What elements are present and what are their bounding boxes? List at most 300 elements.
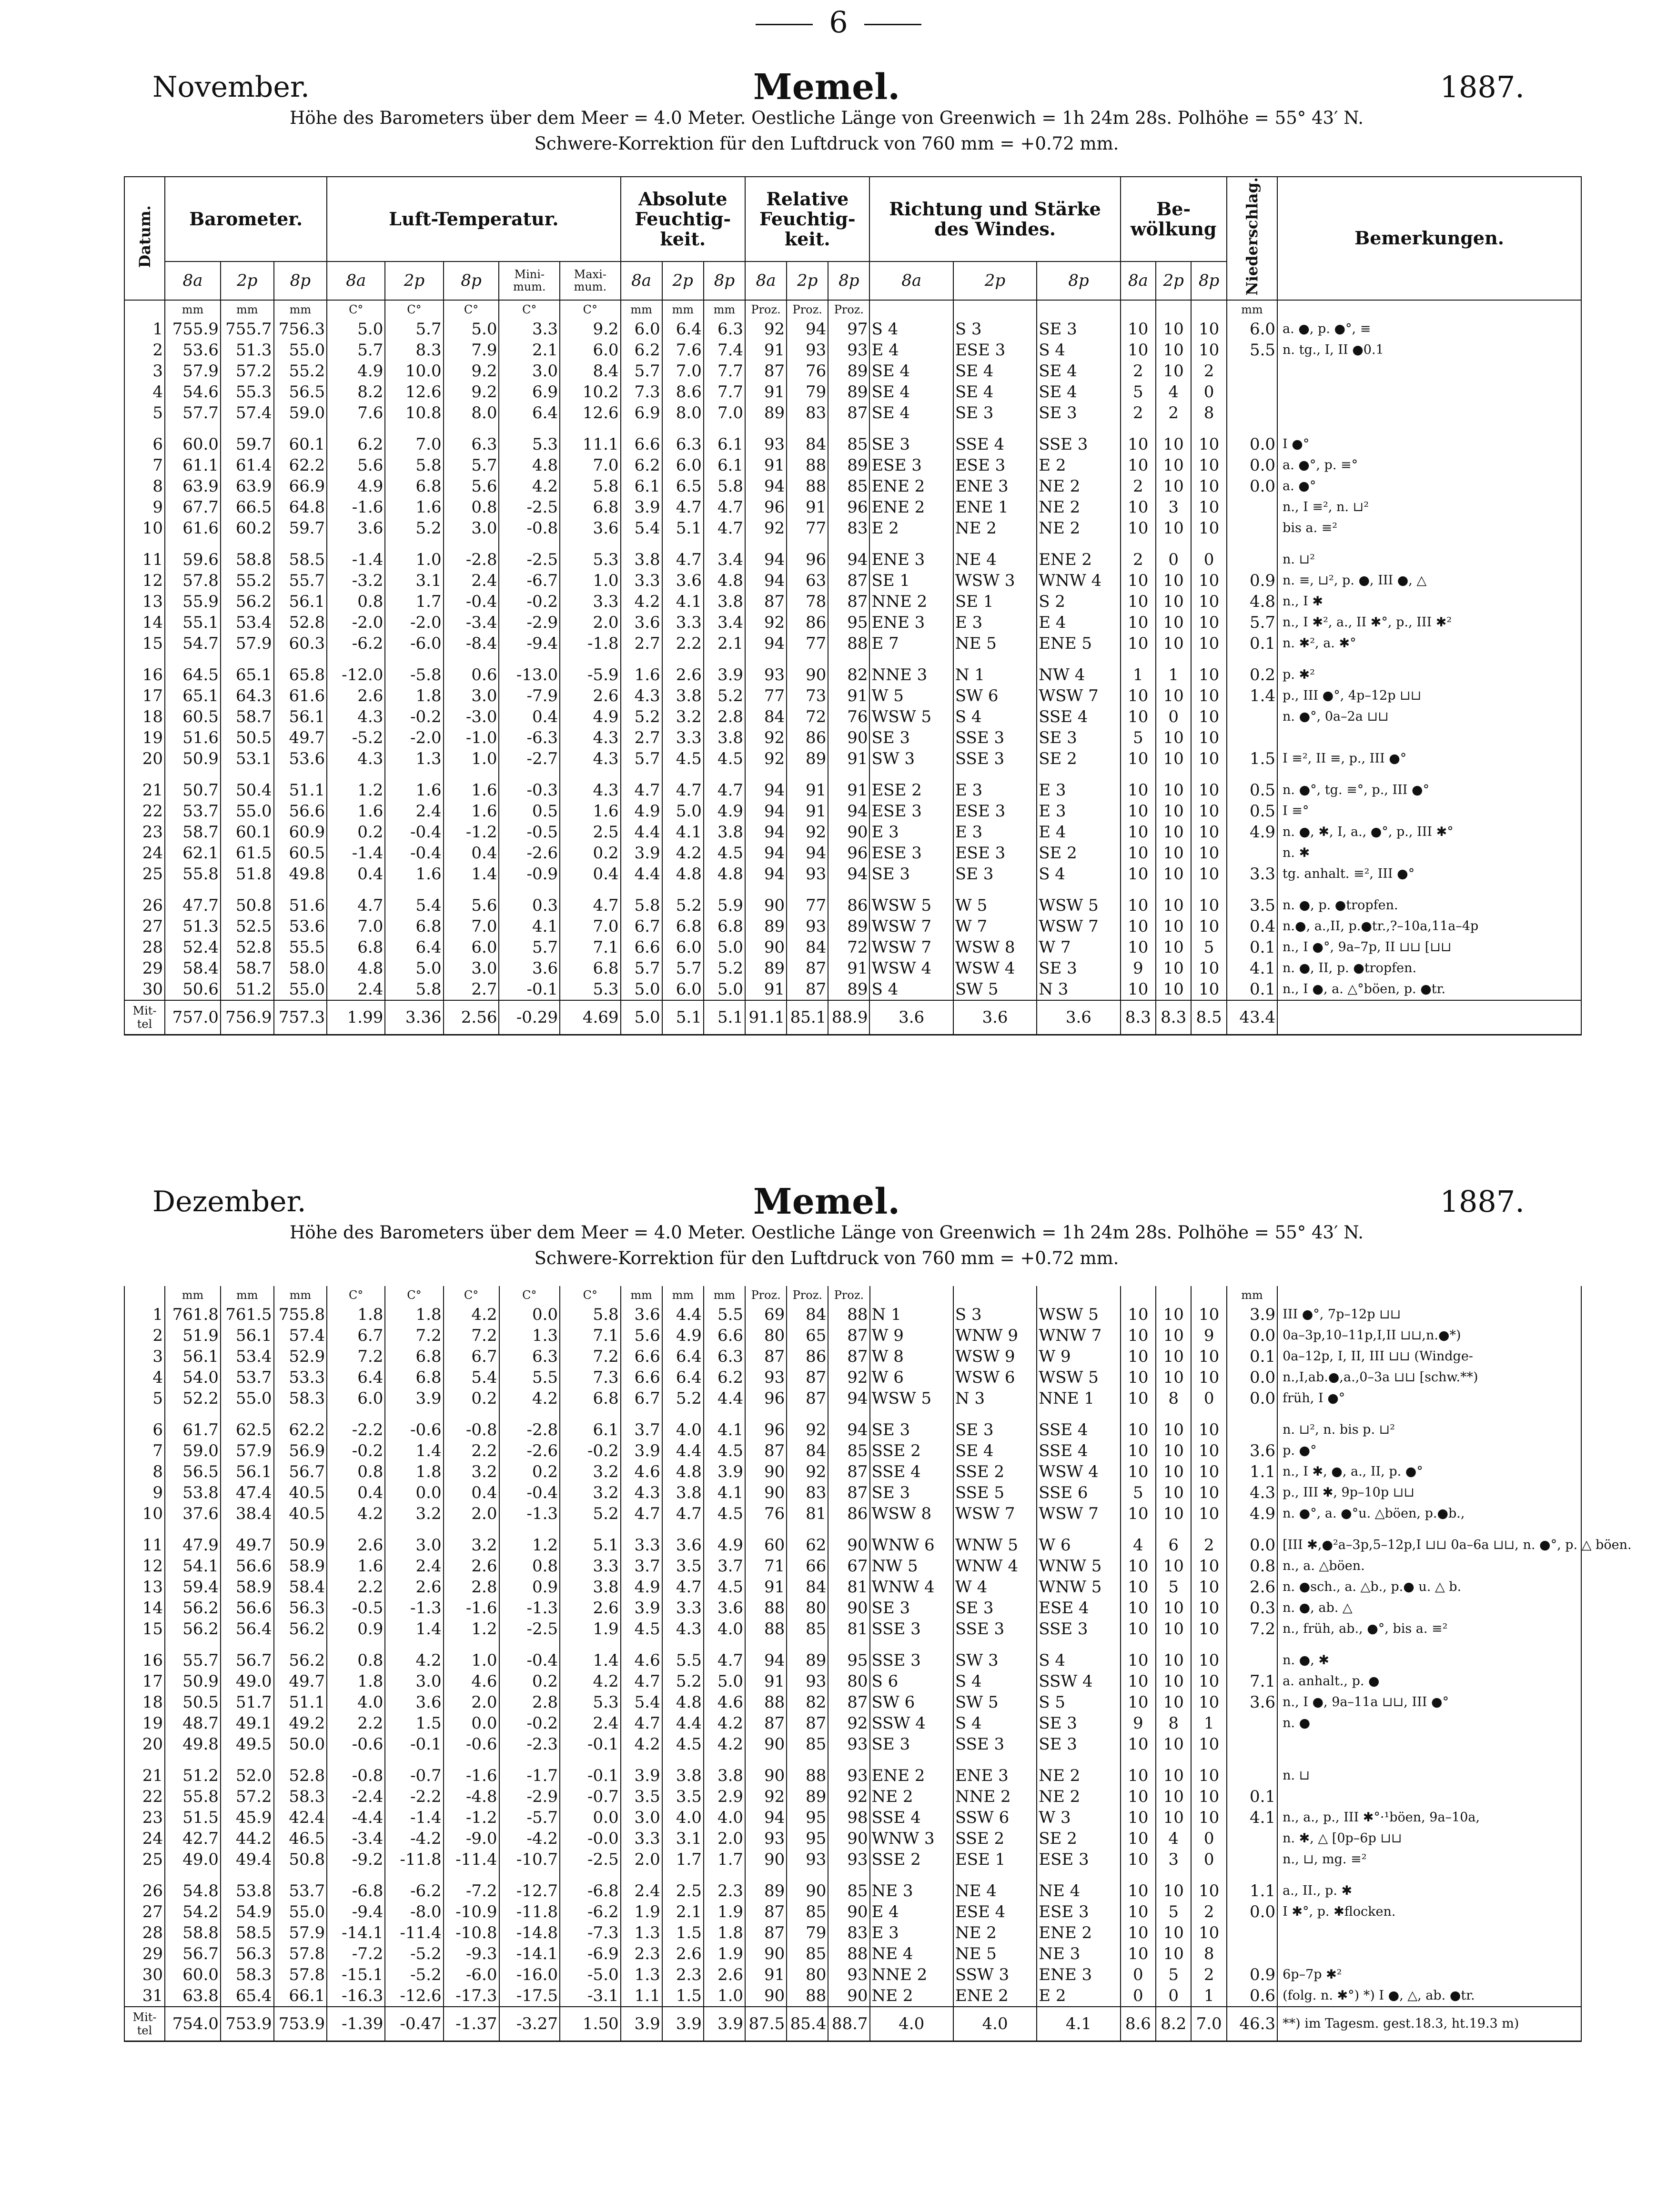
value-cell: 80 <box>828 1671 869 1692</box>
value-cell: 6.8 <box>662 916 704 937</box>
value-cell: 7.1 <box>560 1325 621 1346</box>
value-cell: 91 <box>745 979 787 1000</box>
date-cell: 15 <box>124 1619 165 1639</box>
value-cell: 87 <box>787 979 828 1000</box>
value-cell: 89 <box>787 748 828 769</box>
cloud-cell: 10 <box>1191 1671 1226 1692</box>
value-cell: 4.7 <box>662 549 704 570</box>
value-cell: 96 <box>828 497 869 518</box>
gap-cell <box>221 1755 274 1765</box>
value-cell: 3.8 <box>704 727 745 748</box>
value-cell: -3.4 <box>327 1828 385 1849</box>
value-cell: 5.4 <box>621 518 662 539</box>
value-cell: -0.4 <box>499 1482 560 1503</box>
remark-cell: I ≡° <box>1277 801 1581 822</box>
page-number: 6 <box>719 5 958 40</box>
value-cell: 50.8 <box>221 895 274 916</box>
gap-cell <box>1156 539 1191 549</box>
value-cell: 50.5 <box>165 1692 221 1713</box>
value-cell: 58.9 <box>221 1577 274 1598</box>
value-cell: 94 <box>828 1388 869 1409</box>
value-cell: 5.0 <box>704 937 745 958</box>
value-cell: 93 <box>787 916 828 937</box>
unit-cell: C° <box>327 1286 385 1304</box>
gap-cell <box>560 1870 621 1880</box>
value-cell: 90 <box>828 727 869 748</box>
wind-cell: W 4 <box>953 1577 1037 1598</box>
gap-cell <box>1227 769 1277 780</box>
table-row <box>124 476 1581 497</box>
wind-cell: ENE 3 <box>953 476 1037 497</box>
value-cell: 4.3 <box>327 748 385 769</box>
precip-cell: 0.1 <box>1227 937 1277 958</box>
wind-cell: SE 3 <box>953 864 1037 885</box>
value-cell: 79 <box>787 1922 828 1943</box>
gap-cell <box>1156 1755 1191 1765</box>
wind-cell: ENE 2 <box>1037 549 1120 570</box>
cloud-cell: 10 <box>1156 822 1191 843</box>
table-row <box>124 916 1581 937</box>
value-cell: -1.4 <box>327 549 385 570</box>
gap-cell <box>621 769 662 780</box>
value-cell: -1.3 <box>385 1598 443 1619</box>
value-cell: 94 <box>745 780 787 801</box>
wind-cell: ENE 3 <box>869 612 953 633</box>
unit-cell: mm <box>662 300 704 319</box>
gap-cell <box>327 1524 385 1535</box>
mean-cell: 3.36 <box>385 1000 443 1035</box>
gap-cell <box>327 1870 385 1880</box>
cloud-cell: 10 <box>1191 685 1226 706</box>
absolute-humidity-header: Absolute Feuchtig-keit. <box>621 177 745 261</box>
remark-cell: n., I ●, a. △°böen, p. ●tr. <box>1277 979 1581 1000</box>
cloud-cell: 2 <box>1121 361 1156 382</box>
value-cell: 87 <box>787 1713 828 1734</box>
value-cell: 49.8 <box>165 1734 221 1755</box>
value-cell: 50.9 <box>165 748 221 769</box>
mean-cell: 4.69 <box>560 1000 621 1035</box>
value-cell: 2.2 <box>444 1440 499 1461</box>
wind-cell: E 3 <box>869 822 953 843</box>
gap-cell <box>662 1639 704 1650</box>
value-cell: 52.9 <box>274 1346 327 1367</box>
value-cell: 56.9 <box>274 1440 327 1461</box>
gap-cell <box>385 423 443 434</box>
value-cell: 62.2 <box>274 455 327 476</box>
precip-cell: 0.8 <box>1227 1556 1277 1577</box>
date-cell: 23 <box>124 1807 165 1828</box>
gap-cell <box>385 1639 443 1650</box>
value-cell: 8.0 <box>444 402 499 423</box>
value-cell: -10.7 <box>499 1849 560 1870</box>
value-cell: 7.9 <box>444 340 499 361</box>
value-cell: 5.6 <box>327 455 385 476</box>
gap-cell <box>124 885 165 895</box>
value-cell: 4.7 <box>621 780 662 801</box>
gap-cell <box>274 1409 327 1419</box>
value-cell: 3.2 <box>560 1461 621 1482</box>
value-cell: 7.0 <box>662 361 704 382</box>
value-cell: 7.0 <box>560 455 621 476</box>
cloud-cell: 10 <box>1156 612 1191 633</box>
value-cell: 62.2 <box>274 1419 327 1440</box>
value-cell: -12.0 <box>327 664 385 685</box>
wind-header: Richtung und Stärke des Windes. <box>869 177 1120 261</box>
value-cell: 4.0 <box>704 1807 745 1828</box>
value-cell: 94 <box>745 570 787 591</box>
value-cell: 54.8 <box>165 1880 221 1901</box>
precip-cell: 0.0 <box>1227 1901 1277 1922</box>
value-cell: 3.3 <box>662 612 704 633</box>
value-cell: 49.0 <box>221 1671 274 1692</box>
value-cell: 4.2 <box>327 1503 385 1524</box>
cloud-cell: 6 <box>1156 1535 1191 1556</box>
gap-cell <box>274 1639 327 1650</box>
value-cell: 2.7 <box>621 727 662 748</box>
gap-cell <box>787 539 828 549</box>
mean-cell: -0.47 <box>385 2007 443 2041</box>
precip-cell: 2.6 <box>1227 1577 1277 1598</box>
value-cell: 4.7 <box>560 895 621 916</box>
value-cell: 6.1 <box>560 1419 621 1440</box>
value-cell: 6.0 <box>662 937 704 958</box>
value-cell: 58.5 <box>274 549 327 570</box>
value-cell: 2.2 <box>662 633 704 654</box>
table-row <box>124 1880 1581 1901</box>
value-cell: 7.6 <box>662 340 704 361</box>
date-cell: 13 <box>124 1577 165 1598</box>
gap-cell <box>870 1639 953 1650</box>
value-cell: 54.1 <box>165 1556 221 1577</box>
gap-cell <box>165 1639 221 1650</box>
unit-cell: Proz. <box>828 1286 869 1304</box>
cloud-cell: 9 <box>1121 1713 1156 1734</box>
unit-cell: C° <box>327 300 385 319</box>
value-cell: 87 <box>828 570 869 591</box>
cloud-cell: 10 <box>1191 1367 1226 1388</box>
unit-cell <box>953 300 1037 319</box>
value-cell: 91 <box>745 1577 787 1598</box>
mean-cell: 8.2 <box>1156 2007 1191 2041</box>
wind-cell: NNE 2 <box>869 591 953 612</box>
value-cell: 7.2 <box>560 1346 621 1367</box>
value-cell: -0.7 <box>385 1765 443 1786</box>
gap-cell <box>274 423 327 434</box>
value-cell: 7.1 <box>560 937 621 958</box>
value-cell: 84 <box>745 706 787 727</box>
wind-cell: SE 3 <box>1037 1734 1120 1755</box>
value-cell: -14.1 <box>499 1943 560 1964</box>
date-cell: 30 <box>124 1964 165 1985</box>
wind-cell: SSE 3 <box>953 727 1037 748</box>
value-cell: 7.2 <box>444 1325 499 1346</box>
cloud-cell: 10 <box>1121 706 1156 727</box>
precip-cell: 0.0 <box>1227 455 1277 476</box>
value-cell: -0.3 <box>499 780 560 801</box>
cloud-cell: 10 <box>1191 319 1226 340</box>
cloud-cell: 10 <box>1121 340 1156 361</box>
gap-cell <box>1277 769 1581 780</box>
wind-cell: ESE 3 <box>1037 1901 1120 1922</box>
value-cell: 2.0 <box>560 612 621 633</box>
value-cell: -9.4 <box>499 633 560 654</box>
cloud-cell: 0 <box>1191 1388 1226 1409</box>
value-cell: 0.4 <box>444 843 499 864</box>
value-cell: 59.4 <box>165 1577 221 1598</box>
wind-cell: E 3 <box>953 822 1037 843</box>
value-cell: -1.4 <box>327 843 385 864</box>
wind-cell: WSW 5 <box>870 1388 953 1409</box>
wind-cell: ENE 5 <box>1037 633 1120 654</box>
value-cell: 8.6 <box>662 382 704 402</box>
value-cell: 5.0 <box>704 979 745 1000</box>
value-cell: 3.2 <box>444 1535 499 1556</box>
value-cell: 67 <box>828 1556 869 1577</box>
value-cell: 4.0 <box>662 1419 704 1440</box>
table-row <box>124 1388 1581 1409</box>
gap-cell <box>1191 769 1226 780</box>
precip-cell: 0.0 <box>1227 434 1277 455</box>
precip-cell: 3.5 <box>1227 895 1277 916</box>
precip-cell: 4.8 <box>1227 591 1277 612</box>
gap-cell <box>787 1524 828 1535</box>
value-cell: 54.6 <box>165 382 221 402</box>
value-cell: 4.4 <box>704 1388 745 1409</box>
wind-cell: NE 3 <box>1037 1943 1120 1964</box>
value-cell: -6.3 <box>499 727 560 748</box>
precip-cell <box>1227 1734 1277 1755</box>
cloud-cell: 10 <box>1121 1807 1156 1828</box>
value-cell: 90 <box>745 895 787 916</box>
remark-cell: n., I ✱ <box>1277 591 1581 612</box>
value-cell: 4.2 <box>621 591 662 612</box>
value-cell: 7.0 <box>327 916 385 937</box>
value-cell: 85 <box>828 1440 869 1461</box>
value-cell: 6.8 <box>385 476 443 497</box>
table-row <box>124 1598 1581 1619</box>
value-cell: 83 <box>787 402 828 423</box>
unit-cell <box>1121 1286 1156 1304</box>
date-cell: 27 <box>124 1901 165 1922</box>
date-cell: 1 <box>124 319 165 340</box>
cloud-cell: 10 <box>1121 1849 1156 1870</box>
value-cell: 6.6 <box>621 1346 662 1367</box>
gap-cell <box>1156 1409 1191 1419</box>
value-cell: 5.2 <box>385 518 443 539</box>
value-cell: 4.9 <box>621 1577 662 1598</box>
value-cell: 3.6 <box>662 570 704 591</box>
value-cell: 49.0 <box>165 1849 221 1870</box>
wind-cell: W 5 <box>869 685 953 706</box>
value-cell: -1.3 <box>499 1503 560 1524</box>
value-cell: -6.9 <box>560 1943 621 1964</box>
gap-cell <box>444 769 499 780</box>
value-cell: 47.9 <box>165 1535 221 1556</box>
value-cell: 5.7 <box>444 455 499 476</box>
mean-cell: 8.6 <box>1121 2007 1156 2041</box>
value-cell: 4.9 <box>327 476 385 497</box>
gap-cell <box>1121 1639 1156 1650</box>
date-cell: 31 <box>124 1985 165 2007</box>
value-cell: 81 <box>828 1577 869 1598</box>
value-cell: 9.2 <box>560 319 621 340</box>
value-cell: 2.6 <box>385 1577 443 1598</box>
wind-cell: WNW 5 <box>1037 1556 1120 1577</box>
value-cell: 80 <box>787 1964 828 1985</box>
remark-cell: a. anhalt., p. ● <box>1277 1671 1581 1692</box>
value-cell: 7.3 <box>621 382 662 402</box>
value-cell: 3.0 <box>621 1807 662 1828</box>
wind-cell: SE 1 <box>869 570 953 591</box>
value-cell: -5.2 <box>385 1943 443 1964</box>
precip-cell <box>1227 1922 1277 1943</box>
remark-cell: n. ●, p. ●tropfen. <box>1277 895 1581 916</box>
temperature-header: Luft-Temperatur. <box>327 177 620 261</box>
value-cell: 55.0 <box>274 340 327 361</box>
value-cell: 4.5 <box>662 748 704 769</box>
cloud-cell: 10 <box>1156 1786 1191 1807</box>
group-gap <box>124 654 1581 664</box>
value-cell: 1.9 <box>704 1943 745 1964</box>
value-cell: 4.9 <box>662 1325 704 1346</box>
value-cell: 2.6 <box>662 664 704 685</box>
date-cell: 14 <box>124 1598 165 1619</box>
cloud-cell: 10 <box>1156 1482 1191 1503</box>
value-cell: 58.3 <box>221 1964 274 1985</box>
value-cell: 50.8 <box>274 1849 327 1870</box>
mean-cell: 4.1 <box>1037 2007 1120 2041</box>
gap-cell <box>662 1409 704 1419</box>
value-cell: 2.4 <box>560 1713 621 1734</box>
gap-cell <box>1227 1524 1277 1535</box>
value-cell: 7.0 <box>560 916 621 937</box>
cloud-cell: 10 <box>1121 591 1156 612</box>
value-cell: -13.0 <box>499 664 560 685</box>
date-cell: 13 <box>124 591 165 612</box>
gap-cell <box>327 423 385 434</box>
wind-cell: SSW 6 <box>953 1807 1037 1828</box>
unit-cell <box>1156 300 1191 319</box>
value-cell: 2.6 <box>444 1556 499 1577</box>
value-cell: -9.4 <box>327 1901 385 1922</box>
precip-cell: 0.1 <box>1227 979 1277 1000</box>
unit-cell: mm <box>662 1286 704 1304</box>
wind-cell: SSE 3 <box>953 748 1037 769</box>
col-2p: 2p <box>221 261 274 300</box>
value-cell: 3.0 <box>385 1671 443 1692</box>
remark-cell: I ●° <box>1277 434 1581 455</box>
date-cell: 11 <box>124 549 165 570</box>
value-cell: 3.0 <box>444 685 499 706</box>
wind-cell: NNE 3 <box>869 664 953 685</box>
mean-cell: 3.9 <box>662 2007 704 2041</box>
wind-cell: SE 3 <box>869 434 953 455</box>
value-cell: 6.9 <box>499 382 560 402</box>
value-cell: 53.8 <box>221 1880 274 1901</box>
value-cell: 5.8 <box>560 476 621 497</box>
value-cell: 51.8 <box>221 864 274 885</box>
cloud-cell: 2 <box>1191 1901 1226 1922</box>
value-cell: 94 <box>828 1419 869 1440</box>
value-cell: 761.5 <box>221 1304 274 1325</box>
value-cell: 56.2 <box>274 1619 327 1639</box>
gap-cell <box>1121 539 1156 549</box>
gap-cell <box>221 1870 274 1880</box>
value-cell: 93 <box>745 664 787 685</box>
value-cell: 3.6 <box>704 1598 745 1619</box>
wind-cell: ENE 1 <box>953 497 1037 518</box>
value-cell: 95 <box>787 1828 828 1849</box>
value-cell: 4.6 <box>704 1692 745 1713</box>
table-row <box>124 434 1581 455</box>
value-cell: 90 <box>828 1828 869 1849</box>
value-cell: 52.2 <box>165 1388 221 1409</box>
gap-cell <box>444 1409 499 1419</box>
value-cell: 4.7 <box>621 1713 662 1734</box>
value-cell: 3.8 <box>662 685 704 706</box>
value-cell: 55.1 <box>165 612 221 633</box>
precip-cell: 4.3 <box>1227 1482 1277 1503</box>
wind-cell: S 4 <box>869 979 953 1000</box>
wind-cell: E 3 <box>870 1922 953 1943</box>
value-cell: 65.4 <box>221 1985 274 2007</box>
wind-cell: S 5 <box>1037 1692 1120 1713</box>
value-cell: 56.2 <box>274 1650 327 1671</box>
value-cell: 6.8 <box>385 1367 443 1388</box>
wind-cell: WNW 4 <box>953 1556 1037 1577</box>
value-cell: 6.4 <box>662 319 704 340</box>
cloud-cell: 2 <box>1121 549 1156 570</box>
value-cell: -2.8 <box>499 1419 560 1440</box>
value-cell: 1.6 <box>385 497 443 518</box>
gap-cell <box>327 885 385 895</box>
value-cell: 5.0 <box>327 319 385 340</box>
gap-cell <box>124 1524 165 1535</box>
unit-cell <box>870 1286 953 1304</box>
wind-cell: SSE 5 <box>953 1482 1037 1503</box>
value-cell: 761.8 <box>165 1304 221 1325</box>
gap-cell <box>124 1639 165 1650</box>
precip-cell: 1.5 <box>1227 748 1277 769</box>
precip-cell <box>1227 402 1277 423</box>
value-cell: -17.3 <box>444 1985 499 2007</box>
wind-cell: E 3 <box>1037 801 1120 822</box>
gap-cell <box>787 885 828 895</box>
remark-cell: p., III ●°, 4p–12p ⊔⊔ <box>1277 685 1581 706</box>
gap-cell <box>704 1755 745 1765</box>
value-cell: 71 <box>745 1556 787 1577</box>
wind-cell: ESE 4 <box>1037 1598 1120 1619</box>
value-cell: 4.7 <box>704 1650 745 1671</box>
cloud-cell: 10 <box>1156 979 1191 1000</box>
value-cell: 4.7 <box>662 780 704 801</box>
cloud-cell: 10 <box>1191 1304 1226 1325</box>
cloud-cell: 10 <box>1191 822 1226 843</box>
value-cell: 55.2 <box>274 361 327 382</box>
value-cell: 5.1 <box>662 518 704 539</box>
value-cell: 52.8 <box>221 937 274 958</box>
value-cell: 51.2 <box>165 1765 221 1786</box>
value-cell: -0.6 <box>327 1734 385 1755</box>
value-cell: 89 <box>787 1650 828 1671</box>
remark-cell <box>1277 382 1581 402</box>
gap-cell <box>745 1755 787 1765</box>
precip-cell: 0.0 <box>1227 1325 1277 1346</box>
value-cell: 84 <box>787 1304 828 1325</box>
value-cell: 6.7 <box>327 1325 385 1346</box>
precip-cell: 0.1 <box>1227 1346 1277 1367</box>
table-row <box>124 612 1581 633</box>
